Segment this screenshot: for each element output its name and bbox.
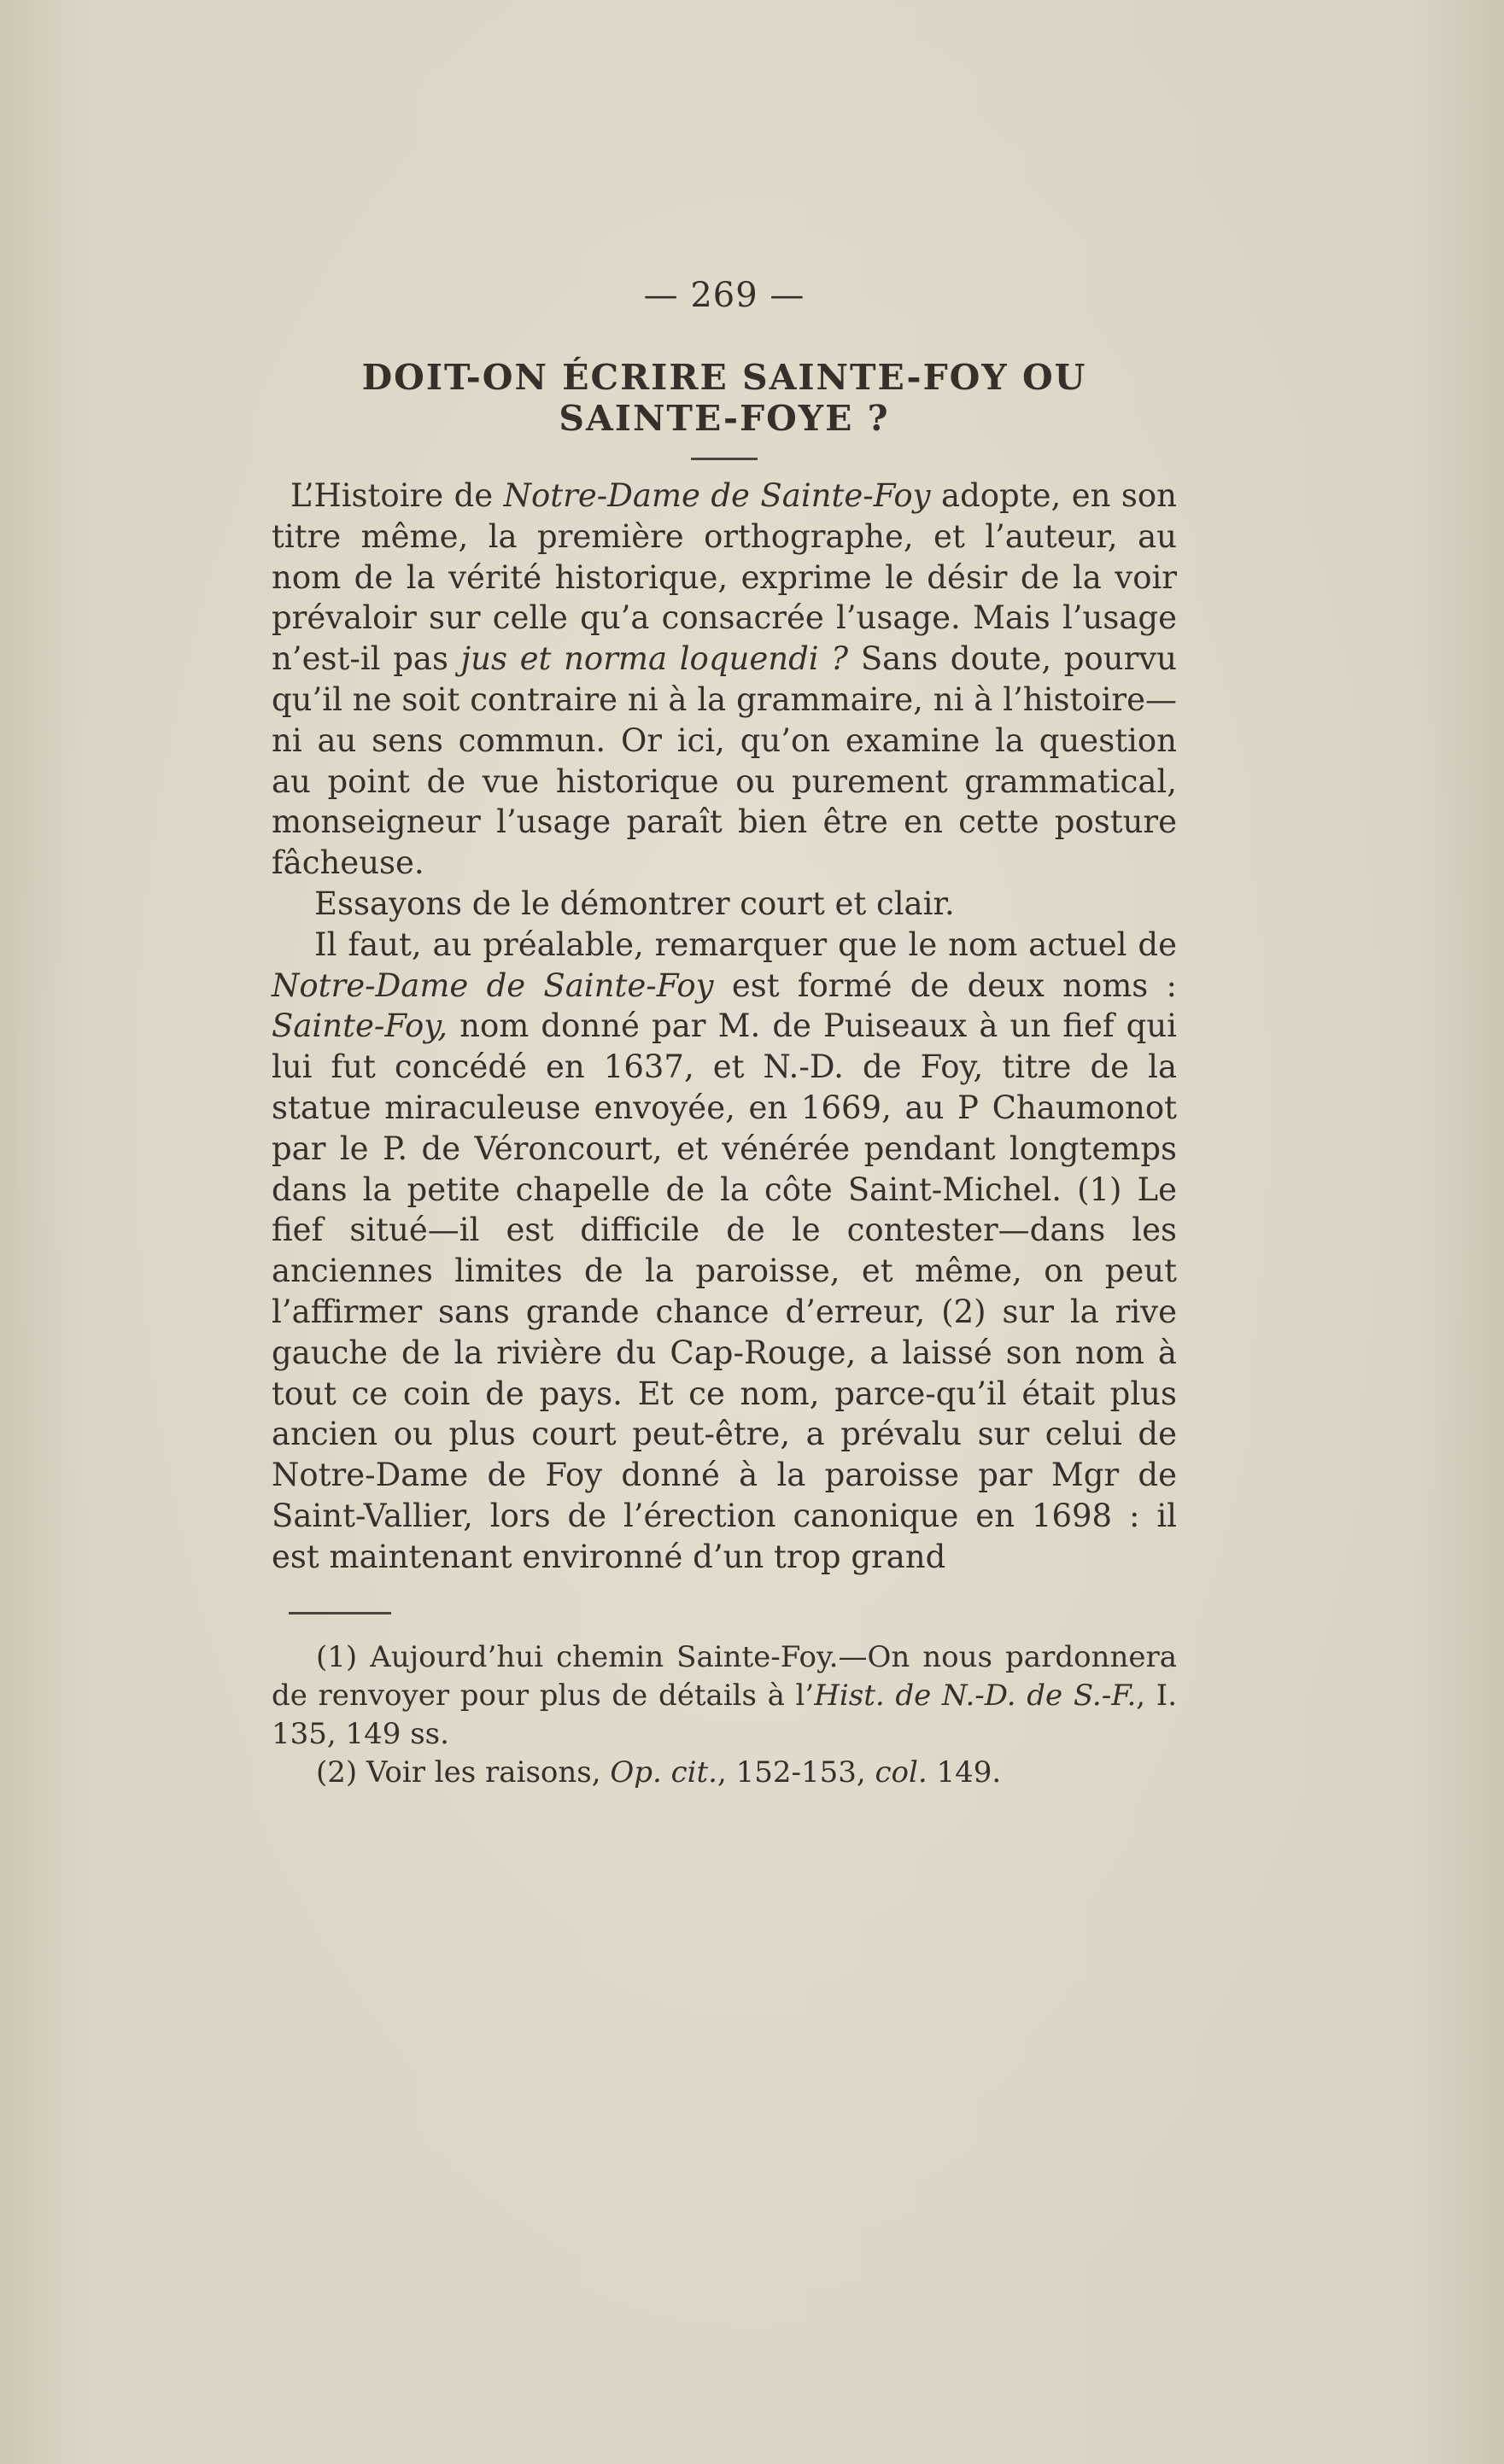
text-segment: nom donné par M. de Puiseaux à un fief qui lui fut concédé en 1637, et N.-D. de Foy, titre de la statue miraculeuse envoyée, en 1669, au P Chaumonot par le P. de Véroncourt, et vénérée pendant longtemps dans la petite chapelle de la côte Saint-Michel. (1) Le fief situé—il est difficile de le contester—dans les anciennes limites de la paroisse, et même, on peut l’affirmer sans grande chance d’erreur, (2) sur la rive gauche de la rivière du Cap-Rouge, a laissé son nom à tout ce coin de pays. Et ce nom, parce-qu’il était plus ancien ou plus court peut-être, a prévalu sur celui de Notre-Dame de Foy donné à la paroisse par Mgr de Saint-Vallier, lors de l’érection canonique en 1698 : il est maintenant environné d’un trop grand [272,1007,1177,1575]
text-segment-italic: Notre-Dame de Sainte-Foy [503,477,931,514]
footnote-2 [272,1754,1177,1792]
page-number: — 269 — [643,276,805,315]
text-segment-italic: Notre-Dame de Sainte-Foy [272,966,714,1004]
title-line-2: SAINTE-FOYE ? [559,398,890,439]
title-line-1: DOIT-ON ÉCRIRE SAINTE-FOY OU [361,357,1087,398]
text-segment: Sans doute, pourvu qu’il ne soit contraire ni à la grammaire, ni à l’histoire—ni au sens commun. Or ici, qu’on examine la question au point de vue historique ou purement grammatical, monseigneur l’usage paraît bien être en cette posture fâcheuse. [272,640,1177,882]
title-divider [691,458,758,460]
footnote-segment-italic: Hist. de N.-D. de S.-F. [814,1678,1137,1713]
text-segment: Essayons de le démontrer court et clair. [314,885,955,922]
text-segment: Il faut, au préalable, remarquer que le nom actuel de [314,925,1177,963]
text-segment: adopte, en son titre même, la première orthographe, et l’auteur, au nom de la vérité historique, exprime le désir de la voir prévaloir sur celle qu’a consacrée l’usage. Mais l’usage n’est-il pas [272,477,1177,678]
body-text [272,476,1177,1578]
footnote-segment: , I. 135, 149 ss. [272,1678,1177,1751]
text-segment-italic: jus et norma loquendi ? [460,640,849,678]
page-title [272,357,1177,439]
footnote-segment-italic: col. [875,1755,928,1790]
footnote-segment-italic: Op. cit. [610,1755,717,1790]
paragraph-1 [272,476,1177,884]
footnote-1 [272,1638,1177,1754]
text-segment-italic: Sainte-Foy, [272,1007,448,1045]
paragraph-3 [272,925,1177,1578]
paragraph-2 [272,884,1177,925]
footnote-segment: 149. [927,1755,1002,1790]
footnotes [272,1638,1177,1792]
footnote-segment: , 152-153, [717,1755,875,1790]
footnote-divider [289,1612,391,1614]
text-segment: L’Histoire de [290,477,504,514]
footnote-segment: (1) Aujourd’hui chemin Sainte-Foy.—On nous pardonnera de renvoyer pour plus de détails à l’ [272,1639,1177,1713]
footnote-segment: (2) Voir les raisons, [316,1755,611,1790]
text-segment: est formé de deux noms : [713,966,1177,1004]
text-block [272,275,1177,1792]
